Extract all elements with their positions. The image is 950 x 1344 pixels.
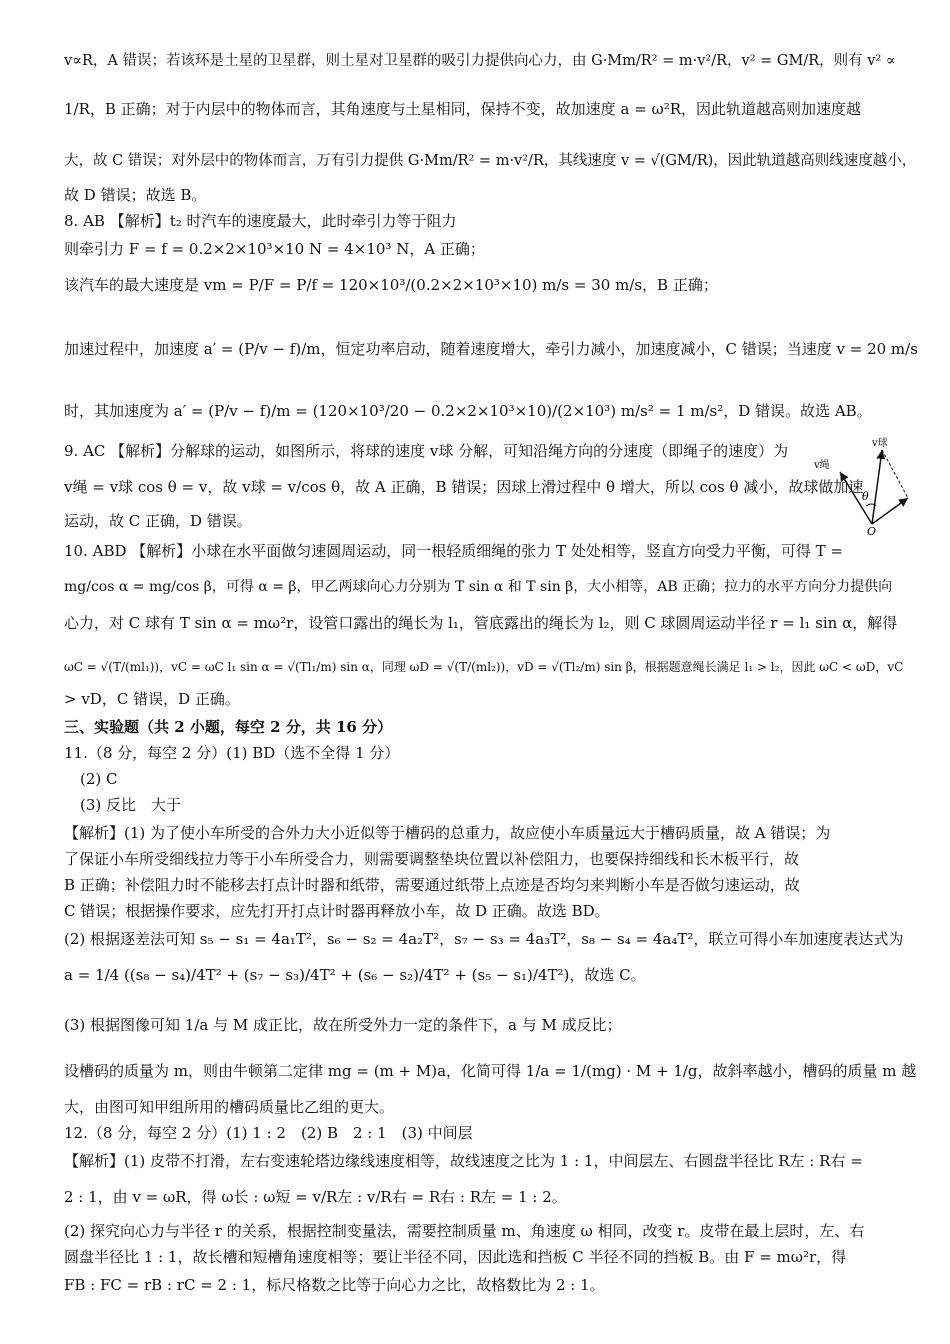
v-ball-vector xyxy=(872,450,882,524)
q12-header: 12.（8 分，每空 2 分）(1) 1 : 2 (2) B 2 : 1 (3) 中间层 xyxy=(64,1124,473,1142)
q12-analysis-4: 圆盘半径比 1 : 1，故长槽和短槽角速度相等；要让半径不同，因此选和挡板 C 半径不同的挡板 B。由 F = mω²r，得 xyxy=(64,1248,847,1266)
q11-analysis-8: 设槽码的质量为 m，则由牛顿第二定律 mg = (m + M)a，化简可得 1/a = 1/(mg) · M + 1/g，故斜率越小，槽码的质量 m 越 xyxy=(64,1062,917,1080)
q8-line-4: 加速过程中，加速度 a′ = (P/v − f)/m，恒定功率启动，随着速度增大，牵引力减小，加速度减小，C 错误；当速度 v = 20 m/s xyxy=(64,340,918,358)
q11-answer-2: (2) C xyxy=(80,770,118,788)
q8-line-2: 则牵引力 F = f = 0.2×2×10³×10 N = 4×10³ N，A 正确； xyxy=(64,240,485,258)
q11-answer-3: (3) 反比 大于 xyxy=(80,796,182,814)
velocity-decomposition-figure xyxy=(812,436,912,536)
q9-header: 9. AC 【解析】分解球的运动，如图所示，将球的速度 v球 分解，可知沿绳方向的分速度（即绳子的速度）为 xyxy=(64,442,789,460)
q9-line-3: 运动，故 C 正确，D 错误。 xyxy=(64,512,252,530)
q11-analysis-2: 了保证小车所受细线拉力等于小车所受合力，则需要调整垫块位置以补偿阻力，也要保持细线和长木板平行，故 xyxy=(64,850,800,868)
q10-header: 10. ABD 【解析】小球在水平面做匀速圆周运动，同一根轻质细绳的张力 T 处处相等，竖直方向受力平衡，可得 T = xyxy=(64,542,843,560)
q8-line-3: 该汽车的最大速度是 vm = P/F = P/f = 120×10³/(0.2×2×10³×10) m/s = 30 m/s，B 正确； xyxy=(64,276,718,294)
q12-analysis-3: (2) 探究向心力与半径 r 的关系，根据控制变量法，需要控制质量 m、角速度 ω 相同，改变 r。皮带在最上层时，左、右 xyxy=(64,1222,865,1240)
label-v-rope: v绳 xyxy=(814,460,830,471)
text-line-1: v∝R，A 错误；若该环是土星的卫星群，则土星对卫星群的吸引力提供向心力，由 G·Mm/R² = m·v²/R，v² = GM/R，则有 v² ∝ xyxy=(64,53,896,69)
text-line-3: 大，故 C 错误；对外层中的物体而言，万有引力提供 G·Mm/R² = m·v²/R，其线速度 v = √(GM/R)，因此轨道越高则线速度越小， xyxy=(64,153,917,169)
q12-analysis-1: 【解析】(1) 皮带不打滑，左右变速轮塔边缘线速度相等，故线速度之比为 1 : 1，中间层左、右圆盘半径比 R左 : R右 = xyxy=(64,1152,863,1170)
section-heading: 三、实验题（共 2 小题，每空 2 分，共 16 分） xyxy=(64,718,393,736)
q11-analysis-6: a = 1/4 ((s₈ − s₄)/4T² + (s₇ − s₃)/4T² + (s₆ − s₂)/4T² + (s₅ − s₁)/4T²)，故选 C。 xyxy=(64,966,646,984)
text-line-4: 故 D 错误；故选 B。 xyxy=(64,186,207,204)
q11-analysis-7: (3) 根据图像可知 1/a 与 M 成正比，故在所受外力一定的条件下，a 与 M 成反比； xyxy=(64,1016,622,1034)
q10-line-2: mg/cos α = mg/cos β，可得 α = β，甲乙两球向心力分别为 T sin α 和 T sin β，大小相等，AB 正确；拉力的水平方向分力提供向 xyxy=(64,579,893,595)
q9-line-2: v绳 = v球 cos θ = v，故 v球 = v/cos θ，故 A 正确，B 错误；因球上滑过程中 θ 增大，所以 cos θ 减小，故球做加速 xyxy=(64,478,864,496)
q11-analysis-3: B 正确；补偿阻力时不能移去打点计时器和纸带，需要通过纸带上点迹是否均匀来判断小车是否做匀速运动，故 xyxy=(64,876,800,894)
q12-analysis-5: FB : FC = rB : rC = 2 : 1，标尺格数之比等于向心力之比，故格数比为 2 : 1。 xyxy=(64,1276,605,1294)
q11-analysis-1: 【解析】(1) 为了使小车所受的合外力大小近似等于槽码的总重力，故应使小车质量远大于槽码质量，故 A 错误；为 xyxy=(64,824,831,842)
text-line-2: 1/R，B 正确；对于内层中的物体而言，其角速度与土星相同，保持不变，故加速度 a = ω²R，因此轨道越高则加速度越 xyxy=(64,100,862,118)
dashed-line xyxy=(882,450,908,498)
q8-line-5: 时，其加速度为 a′ = (P/v − f)/m = (120×10³/20 − 0.2×2×10³×10)/(2×10³) m/s² = 1 m/s²，D 错误。故选 AB。 xyxy=(64,402,872,420)
q11-analysis-9: 大，由图可知甲组所用的槽码质量比乙组的更大。 xyxy=(64,1098,395,1116)
q8-header: 8. AB 【解析】t₂ 时汽车的速度最大，此时牵引力等于阻力 xyxy=(64,212,457,230)
perp-vector xyxy=(872,498,908,524)
q11-header: 11.（8 分，每空 2 分）(1) BD（选不全得 1 分） xyxy=(64,744,400,762)
q11-analysis-5: (2) 根据逐差法可知 s₅ − s₁ = 4a₁T²，s₆ − s₂ = 4a₂T²，s₇ − s₃ = 4a₃T²，s₈ − s₄ = 4a₄T²，联立可得小车加速度表达式为 xyxy=(64,930,904,948)
label-origin: O xyxy=(867,525,877,536)
q10-line-3: 心力，对 C 球有 T sin α = mω²r，设管口露出的绳长为 l₁，管底露出的绳长为 l₂，则 C 球圆周运动半径 r = l₁ sin α，解得 xyxy=(64,614,898,632)
q10-line-4: ωC = √(T/(ml₁))，vC = ωC l₁ sin α = √(Tl₁/m) sin α，同理 ωD = √(T/(ml₂))，vD = √(Tl₂/m) sin β，根据题意绳长满足 l₁ > l₂，因此 ωC < ωD，vC xyxy=(64,660,904,674)
label-theta: θ xyxy=(862,490,869,503)
q11-analysis-4: C 错误；根据操作要求，应先打开打点计时器再释放小车，故 D 正确。故选 BD。 xyxy=(64,902,610,920)
q12-analysis-2: 2 : 1，由 v = ωR，得 ω长 : ω短 = v/R左 : v/R右 = R右 : R左 = 1 : 2。 xyxy=(64,1188,567,1206)
label-v-ball: v球 xyxy=(872,438,888,449)
q10-line-5: > vD，C 错误，D 正确。 xyxy=(64,690,240,708)
